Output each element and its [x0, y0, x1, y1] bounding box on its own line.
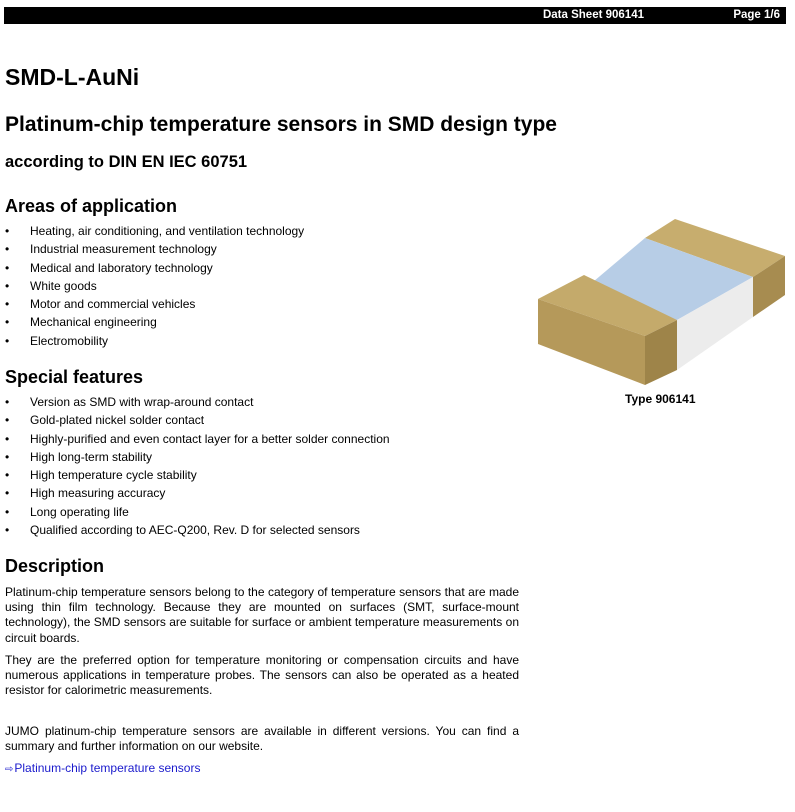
- bullet-icon: •: [5, 486, 10, 501]
- list-item: • Heating, air conditioning, and ventilation technology: [5, 224, 305, 238]
- list-item: • Mechanical engineering: [5, 315, 157, 330]
- bullet-icon: •: [5, 395, 10, 409]
- list-item: • Motor and commercial vehicles: [5, 297, 196, 312]
- product-subtitle: Platinum-chip temperature sensors in SMD design type: [5, 113, 557, 136]
- list-item: • Gold-plated nickel solder contact: [5, 413, 205, 428]
- page-number: Page 1/6: [733, 9, 780, 21]
- description-heading: Description: [5, 556, 105, 576]
- list-item: • Highly-purified and even contact layer for a better solder connection: [5, 431, 390, 446]
- list-item: • High temperature cycle stability: [5, 468, 197, 483]
- list-item: • Long operating life: [5, 504, 129, 519]
- bullet-icon: •: [5, 333, 10, 348]
- header-bar: [4, 7, 786, 24]
- bullet-icon: •: [5, 315, 10, 330]
- bullet-icon: •: [5, 523, 10, 538]
- bullet-icon: •: [5, 449, 10, 464]
- bullet-icon: •: [5, 242, 10, 257]
- product-link-label: Platinum-chip temperature sensors: [14, 761, 201, 775]
- list-item: • White goods: [5, 278, 97, 293]
- image-caption: Type 906141: [625, 392, 696, 406]
- description-paragraph: They are the preferred option for temperature monitoring or compensation circuits and have numerous applications in temperature probes. The sensors can also be operated as a heated resistor for calorimetric measurements.: [5, 653, 519, 698]
- bullet-icon: •: [5, 224, 10, 238]
- bullet-icon: •: [5, 297, 10, 312]
- bullet-icon: •: [5, 504, 10, 519]
- features-list: [5, 394, 390, 540]
- list-item: • Electromobility: [5, 333, 109, 348]
- list-item: • Industrial measurement technology: [5, 242, 217, 257]
- list-item: • Qualified according to AEC-Q200, Rev. D for selected sensors: [5, 523, 360, 538]
- arrow-right-icon: ⇨: [5, 764, 14, 775]
- list-item: • High measuring accuracy: [5, 486, 166, 501]
- list-item: • High long-term stability: [5, 449, 153, 464]
- smd-chip-sensor-illustration: [535, 213, 785, 388]
- areas-heading: Areas of application: [5, 196, 178, 216]
- list-item: • Medical and laboratory technology: [5, 260, 213, 275]
- list-item: • Version as SMD with wrap-around contact: [5, 395, 254, 409]
- description-paragraph: Platinum-chip temperature sensors belong to the category of temperature sensors that are made using thin film technology. Because they are mounted on surfaces (SMT, surface-mount technology), the SMD sensors are suitable for surface or ambient temperature measurements on circuit boards.: [5, 585, 519, 645]
- product-title: SMD-L-AuNi: [5, 64, 140, 90]
- areas-list: [5, 223, 304, 351]
- bullet-icon: •: [5, 431, 10, 446]
- standard-reference: according to DIN EN IEC 60751: [5, 153, 248, 171]
- bullet-icon: •: [5, 278, 10, 293]
- product-link[interactable]: [5, 761, 200, 775]
- bullet-icon: •: [5, 413, 10, 428]
- bullet-icon: •: [5, 260, 10, 275]
- bullet-icon: •: [5, 468, 10, 483]
- features-heading: Special features: [5, 367, 144, 387]
- description-paragraph: JUMO platinum-chip temperature sensors are available in different versions. You can find a summary and further information on our website.: [5, 724, 519, 754]
- datasheet-number: Data Sheet 906141: [542, 9, 644, 21]
